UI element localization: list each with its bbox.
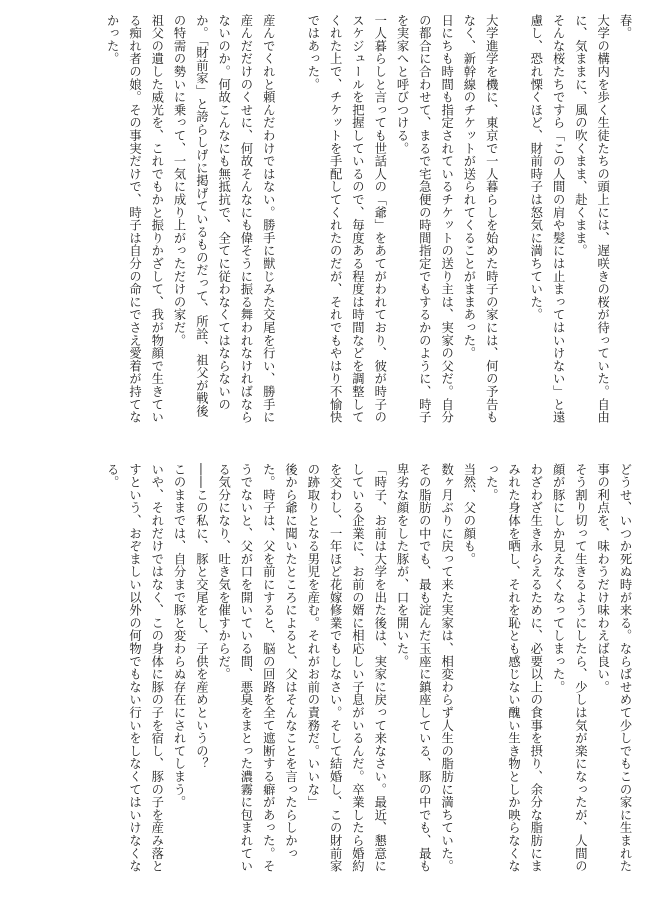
paragraph: 産んでくれと頼んだわけではない。勝手に獣じみた交尾を行い、勝手に産んだだけのくせに、何故そんなにも偉そうに振る舞われなければならないのか。何故こんなにも無抵抗で、全てに従わなくてはならないのか。「財前家」と誇らしげに掲げているものだって、所詮、祖父が戦後の特需の勢いに乗って、一気に成り上がっただけの家だ。	[172, 14, 276, 424]
blank-line	[502, 14, 524, 429]
paragraph: 一人暮らしと言っても世話人の「爺」をあてがわれており、彼が時子のスケジュールを把握しているので、毎度ある程度は時間などを調整してくれた上で、チケットを手配してくれたのだが、それでもやはり不愉快ではあった。	[305, 14, 387, 424]
paragraph: ――この私に、豚と交尾をし、子供を産めというの？	[194, 463, 209, 771]
blank-line	[279, 14, 301, 429]
paragraph: 春。	[618, 14, 632, 40]
paragraph: 「時子、お前は大学を出た後は、実家に戻って来なさい。最近、懇意にしている企業に、お前の婿に相応しい子息がいるんだ。卒業したら婚約を交わし、一年ほど花嫁修業でもしなさい。そして結婚し、この財前家の跡取りとなる男児を産む。それがお前の責務だ。いいな」	[305, 463, 387, 873]
lower-text-block	[12, 463, 636, 883]
paragraph: 大学進学を機に、東京で一人暮らしを始めた時子の家には、何の予告もなく、新幹線のチケットが送られてくることがままあった。	[461, 14, 499, 424]
paragraph: 数ヶ月ぶりに戻って来た実家は、相変わらず人生の脂肪に満ちていた。	[439, 463, 454, 873]
paragraph: その脂肪の中でも、最も淀んだ玉座に鎮座している、豚の中でも、最も卑劣な顔をした豚が、口を開いた。	[395, 463, 432, 873]
paragraph: そんな桜たちですら「この人間の肩や髪には止まってはいけない」と遠慮し、恐れ慄くほど、財前時子は怒気に満ちていた。	[528, 14, 566, 424]
upper-text-block	[12, 14, 636, 429]
paragraph: このままでは、自分まで豚と変わらぬ存在にされてしまう。	[172, 463, 187, 809]
paragraph: 当然、父の顔も。	[461, 463, 476, 566]
paragraph: いや、それだけではなく、この身体に豚の子を宿し、豚の子を産み落とすという、おぞましい以外の何物でもない行いをしなくてはいけなくなる。	[105, 463, 164, 873]
paragraph: 大学の構内を歩く生徒たちの頭上には、遅咲きの桜が待っていた。自由に、気ままに、風の吹くまま、赴くまま。	[573, 14, 610, 424]
paragraph: 後から爺に聞いたところによると、父はそんなことを言ったらしかった。時子は、父を前にすると、脳の回路を全て遮断する癖があった。そうでないと、父が口を開いている間、悪臭をまとった濃霧に包まれている気分になり、吐き気を催すからだ。	[216, 463, 298, 873]
paragraph: わざわざ生き永らえるために、必要以上の食事を摂り、余分な脂肪にまみれた身体を晒し、それを恥とも感じない醜い生き物としか映らなくなった。	[484, 463, 543, 873]
paragraph: そう割り切って生きるようにしたら、少しは気が楽になったが、人間の顔が豚にしか見えなくなってしまった。	[551, 463, 588, 873]
paragraph: 日にちも時間も指定されているチケットの送り主は、実家の父だ。自分の都合に合わせて、まるで宅急便の時間指定でもするかのように、時子を実家へと呼びつける。	[395, 14, 454, 424]
paragraph: 祖父の遺した威光を、これでもかと振りかざして、我が物顔で生きている痴れ者の娘。その事実だけで、時子は自分の命にでさえ愛着が持てなかった。	[105, 14, 164, 424]
paragraph: どうせ、いつか死ぬ時が来る。ならばせめて少しでもこの家に生まれた事の利点を、味わうだけ味わえば良い。	[595, 463, 632, 873]
